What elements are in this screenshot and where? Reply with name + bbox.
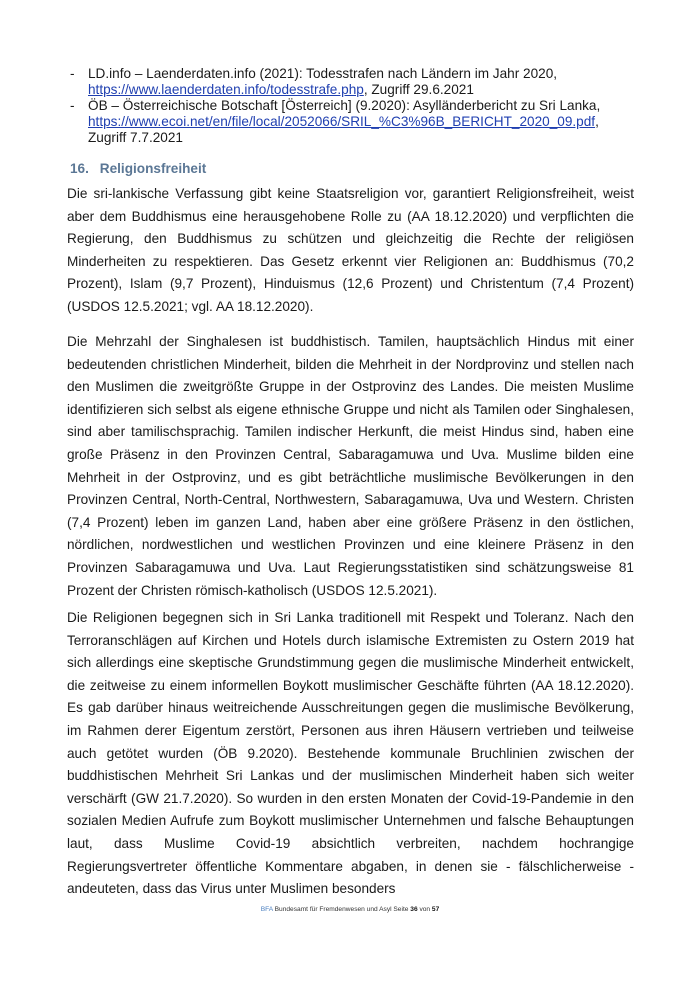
paragraph: Die Mehrzahl der Singhalesen ist buddhistisch. Tamilen, hauptsächlich Hindus mit einer bedeutenden christlichen Minderheit, bilden die Mehrheit in der Nordprovinz und stellen nach den Muslimen die zweitgrößte Gruppe in der Ostprovinz des Landes. Die meisten Muslime identifizieren sich selbst als eigene ethnische Gruppe und nicht als Tamilen oder Singhalesen, sind aber tamilischsprachig. Tamilen indischer Herkunft, die meist Hindus sind, haben eine große Präsenz in den Provinzen Central, Sabaragamuwa und Uva. Muslime bilden eine Mehrheit in der Ostprovinz, und es gibt beträchtliche muslimische Bevölkerungen in den Provinzen Central, North-Central, Northwestern, Sabaragamuwa, Uva und Western. Christen (7,4 Prozent) leben im ganzen Land, haben aber eine größere Präsenz in den östlichen, nördlichen, nordwestlichen und westlichen Provinzen und eine kleinere Präsenz in den Provinzen Sabaragamuwa und Uva. Laut Regierungsstatistiken sind schätzungsweise 81 Prozent der Christen römisch-katholisch (USDOS 12.5.2021). xyxy=(67,334,634,598)
footer-brand-logo: BFA xyxy=(260,906,273,913)
page-footer xyxy=(0,906,700,913)
page-number-current: 36 xyxy=(410,906,418,913)
reference-item xyxy=(70,66,630,98)
section-heading xyxy=(70,161,206,176)
reference-text: LD.info – Laenderdaten.info (2021): Todesstrafen nach Ländern im Jahr 2020, xyxy=(88,66,558,81)
reference-text: ÖB – Österreichische Botschaft [Österreich] (9.2020): Asylländerbericht zu Sri Lanka, xyxy=(88,98,601,113)
bullet-dash: - xyxy=(70,98,75,113)
reference-access-date: , Zugriff 29.6.2021 xyxy=(363,82,474,97)
reference-list xyxy=(70,66,630,146)
page-number-total: 57 xyxy=(431,906,440,913)
reference-link[interactable]: https://www.laenderdaten.info/todesstrafe.php xyxy=(88,82,364,97)
bullet-dash: - xyxy=(70,66,75,81)
reference-access-date: , Zugriff 7.7.2021 xyxy=(88,114,599,145)
reference-link[interactable]: https://www.ecoi.net/en/file/local/2052066/SRIL_%C3%96B_BERICHT_2020_09.pdf xyxy=(88,114,596,129)
section-title: Religionsfreiheit xyxy=(99,161,207,176)
paragraph: Die Religionen begegnen sich in Sri Lanka traditionell mit Respekt und Toleranz. Nach den Terroranschlägen auf Kirchen und Hotels durch islamische Extremisten zu Ostern 2019 hat sich allerdings eine skeptische Grundstimmung gegen die muslimische Minderheit entwickelt, die zeitweise zu einem informellen Boykott muslimischer Geschäfte führten (AA 18.12.2020). Es gab darüber hinaus weitreichende Ausschreitungen gegen die muslimische Bevölkerung, im Rahmen derer Eigentum zerstört, Personen aus ihren Häusern vertrieben und teilweise auch getötet wurden (ÖB 9.2020). Bestehende kommunale Bruchlinien zwischen der buddhistischen Mehrheit Sri Lankas und der muslimischen Minderheit haben sich weiter verschärft (GW 21.7.2020). So wurden in den ersten Monaten der Covid-19-Pandemie in den sozialen Medien Aufrufe zum Boykott muslimischer Unternehmen und falsche Behauptungen laut, dass Muslime Covid-19 absichtlich verbreiten, nachdem hochrangige Regierungsvertreter öffentliche Kommentare abgaben, in denen sie - fälschlicherweise - andeuteten, dass das Virus unter Muslimen besonders xyxy=(67,610,634,897)
paragraph: Die sri-lankische Verfassung gibt keine Staatsreligion vor, garantiert Religionsfreiheit, weist aber dem Buddhismus eine herausgehobene Rolle zu (AA 18.12.2020) und verpflichten die Regierung, den Buddhismus zu schützen und gleichzeitig die Rechte der religiösen Minderheiten zu respektieren. Das Gesetz erkennt vier Religionen an: Buddhismus (70,2 Prozent), Islam (9,7 Prozent), Hinduismus (12,6 Prozent) und Christentum (7,4 Prozent) (USDOS 12.5.2021; vgl. AA 18.12.2020). xyxy=(67,186,634,314)
section-number: 16. xyxy=(70,161,89,176)
footer-org: Bundesamt für Fremdenwesen und Asyl Seite xyxy=(272,906,411,913)
footer-of: von xyxy=(417,906,432,913)
reference-item xyxy=(70,98,630,146)
